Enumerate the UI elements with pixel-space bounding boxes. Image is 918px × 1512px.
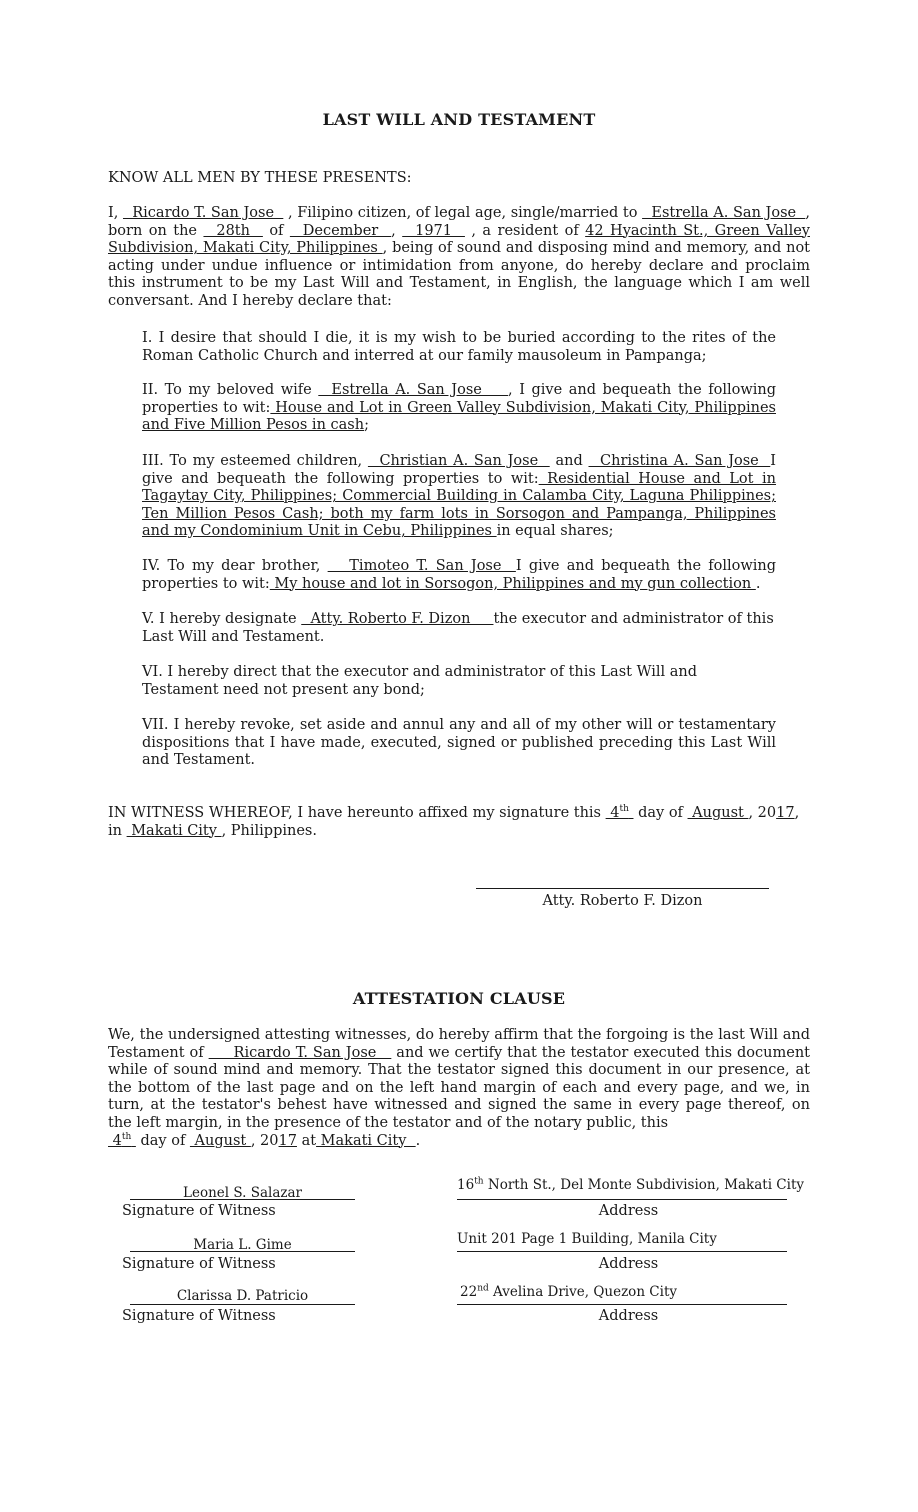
witness-signature-caption: Signature of Witness	[122, 1308, 276, 1324]
spouse-name-field: Estrella A. San Jose	[642, 205, 806, 221]
attestation-month-field: August	[189, 1132, 251, 1149]
residence-field: 42 Hyacinth St., Green Valley Subdivision, Makati City, Philippines	[108, 222, 810, 257]
clause-vi: VI. I hereby direct that the executor and administrator of this Last Will and Testament need not present any bond;	[142, 664, 698, 698]
witness-name: Clarissa D. Patricio	[176, 1288, 309, 1304]
witness-address-caption: Address	[598, 1308, 659, 1324]
witness-signature-caption: Signature of Witness	[122, 1203, 276, 1219]
clause-i: I. I desire that should I die, it is my wish to be buried according to the rites of the Roman Catholic Church and interred at our family mausoleum in Pampanga;	[142, 330, 776, 364]
witness-address-line	[457, 1251, 787, 1252]
birth-month-field: December	[289, 222, 392, 239]
wife-name-field: Estrella A. San Jose	[318, 382, 509, 398]
clause-v: V. I hereby designate Atty. Roberto F. Dizon the executor and administrator of this Last Will and Testament.	[142, 611, 774, 645]
children-properties-field: Residential House and Lot in Tagaytay City, Philippines; Commercial Building in Calamba City, Laguna Philippines; Ten Million Pesos Cash; both my farm lots in Sorsogon and Pampanga, Philippines and my Condominium Unit in Cebu, Philippines	[142, 470, 777, 540]
clause-vii: VII. I hereby revoke, set aside and annul any and all of my other will or testamentary dispositions that I have made, executed, signed or published preceding this Last Will and Testament.	[142, 717, 776, 769]
birth-year-field: 1971	[402, 222, 465, 239]
witness-signature-line	[130, 1199, 355, 1200]
witness-address: Unit 201 Page 1 Building, Manila City	[457, 1231, 717, 1247]
witness-address: 16th North St., Del Monte Subdivision, Makati City	[457, 1176, 804, 1193]
in-witness-clause: IN WITNESS WHEREOF, I have hereunto affixed my signature this 4th day of August , 2017, in Makati City , Philippines.	[108, 804, 800, 839]
attestation-year-field: 17	[278, 1132, 297, 1149]
clause-ii: II. To my beloved wife Estrella A. San Jose , I give and bequeath the following properties to wit: House and Lot in Green Valley Subdivision, Makati City, Philippines and Five Million Pesos in cash;	[142, 382, 776, 434]
witness-address-caption: Address	[598, 1256, 659, 1272]
intro-paragraph: I, Ricardo T. San Jose , Filipino citizen, of legal age, single/married to Estrella A. San Jose , born on the 28th of December , 1971 , a resident of 42 Hyacinth St., Green Valley Subdivision, Makati City, Philippines , being of sound and disposing mind and memory, and not acting under undue influence or intimidation from anyone, do hereby declare and proclaim this instrument to be my Last Will and Testament, in English, the language which I am well conversant. And I hereby declare that:	[108, 205, 810, 309]
birth-day-field: 28th	[203, 222, 263, 239]
testator-signature-line	[476, 888, 769, 889]
clause-iii: III. To my esteemed children, Christian A. San Jose and Christina A. San Jose I give and bequeath the following properties to wit: Residential House and Lot in Tagaytay City, Philippines; Commercial Building in Calamba City, Laguna Philippines; Ten Million Pesos Cash; both my farm lots in Sorsogon and Pampanga, Philippines and my Condominium Unit in Cebu, Philippines in equal shares;	[142, 453, 777, 540]
testator-signature-caption: Atty. Roberto F. Dizon	[542, 893, 703, 909]
clause-iv: IV. To my dear brother, Timoteo T. San Jose I give and bequeath the following properties to wit: My house and lot in Sorsogon, Philippines and my gun collection .	[142, 558, 777, 592]
brother-name-field: Timoteo T. San Jose	[327, 558, 516, 574]
witness-name: Maria L. Gime	[193, 1237, 292, 1253]
witness-address-line	[457, 1304, 787, 1305]
sign-year-field: 17	[776, 805, 795, 821]
witness-address: 22nd Avelina Drive, Quezon City	[460, 1283, 677, 1300]
attestation-day-field: 4th	[108, 1131, 132, 1149]
sign-place-field: Makati City	[126, 822, 222, 839]
executor-name-field: Atty. Roberto F. Dizon	[301, 611, 494, 627]
child2-name-field: Christina A. San Jose	[588, 453, 771, 469]
witness-signature-line	[130, 1304, 355, 1305]
sign-day-field: 4th	[605, 804, 629, 821]
wife-properties-field: House and Lot in Green Valley Subdivision, Makati City, Philippines and Five Million Pesos in cash	[142, 399, 776, 434]
brother-properties-field: My house and lot in Sorsogon, Philippines and my gun collection	[269, 575, 756, 592]
attestation-place-field: Makati City	[316, 1132, 416, 1149]
sign-month-field: August	[687, 805, 749, 821]
witness-address-line	[457, 1199, 787, 1200]
document-title: LAST WILL AND TESTAMENT	[322, 110, 596, 129]
attestation-title: ATTESTATION CLAUSE	[352, 989, 566, 1008]
attestation-paragraph: We, the undersigned attesting witnesses, do hereby affirm that the forgoing is the last Will and Testament of Ricardo T. San Jose and we certify that the testator executed this document while of sound mind and memory. That the testator signed this document in our presence, at the bottom of the last page and on the left hand margin of each and every page, and we, in turn, at the testator's behest have witnessed and signed the same in every page thereof, on the left margin, in the presence of the testator and of the notary public, this 4th day of August , 2017 at Makati City .	[108, 1027, 810, 1149]
attestation-testator-field: Ricardo T. San Jose	[208, 1044, 392, 1061]
testator-name-field: Ricardo T. San Jose	[122, 205, 284, 221]
witness-signature-line	[130, 1251, 355, 1252]
witness-address-caption: Address	[598, 1203, 659, 1219]
witness-signature-caption: Signature of Witness	[122, 1256, 276, 1272]
know-all-line: KNOW ALL MEN BY THESE PRESENTS:	[108, 170, 412, 186]
child1-name-field: Christian A. San Jose	[367, 453, 550, 469]
witness-name: Leonel S. Salazar	[182, 1185, 302, 1201]
